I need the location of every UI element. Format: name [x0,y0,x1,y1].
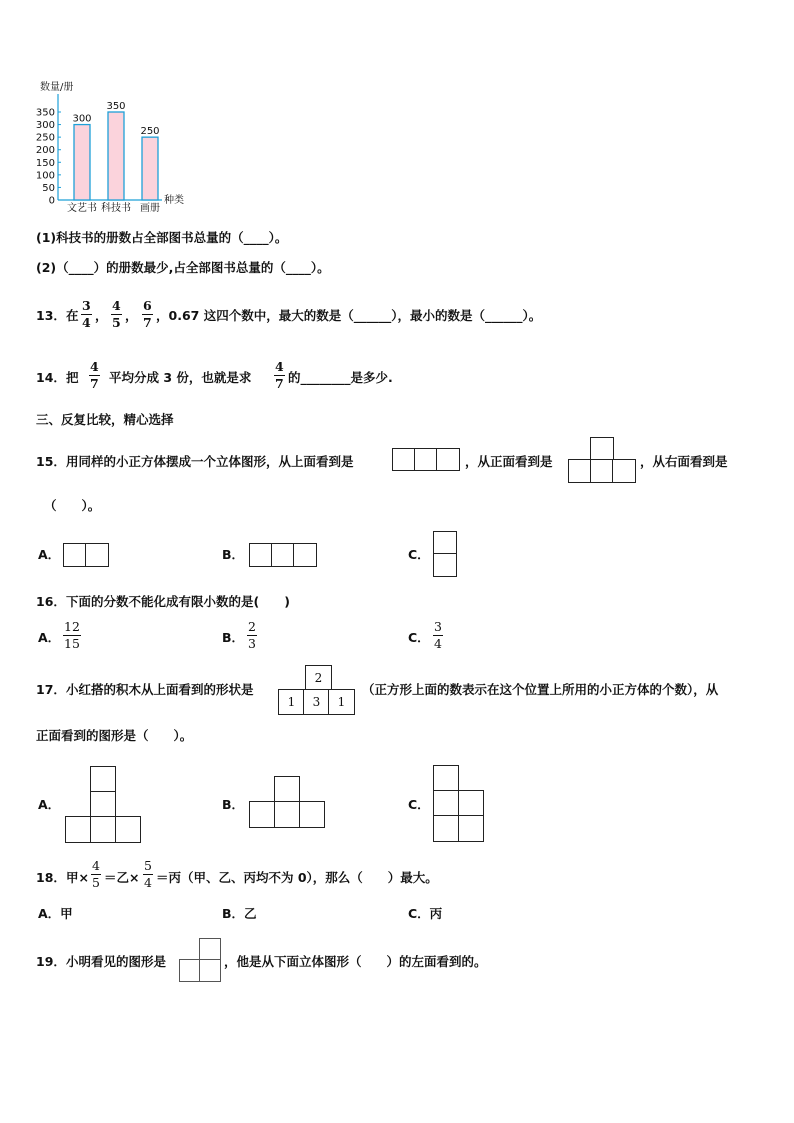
fraction-denominator: 4 [82,315,91,330]
q13-text: ，0.67 这四个数中，最大的数是（______），最小的数是（______）。 [156,308,542,323]
q17-option-c-label[interactable]: C． [408,797,430,812]
unit-square [90,791,116,818]
q15-option-c-label[interactable]: C． [408,547,430,562]
fraction-numerator: 4 [90,359,99,374]
q16-number: 16． [36,594,66,609]
unit-square [199,959,221,982]
unit-square [299,801,325,828]
q16-option-c-label[interactable]: C． [408,630,430,645]
unit-square [436,448,460,471]
q13-sep-2: ， [125,308,138,323]
fraction-denominator: 3 [248,636,256,651]
q19-seen-figure [179,938,221,982]
q17-option-b-label[interactable]: B． [222,797,245,812]
fraction-numerator: 4 [275,359,284,374]
x-axis-label: 种类 [164,195,184,206]
q14-pre: 把 [66,370,79,385]
q15-front-view [568,437,638,483]
q19-text-2: ，他是从下面立体图形（ ）的左面看到的。 [224,954,487,969]
unit-square [115,816,141,843]
fraction-numerator: 3 [434,619,442,634]
q14-fraction-a [89,360,100,391]
fraction-denominator: 7 [275,376,284,391]
q15-option-b-label[interactable]: B． [222,547,245,562]
q12-part1: (1)科技书的册数占全部图书总量的（____）。 [36,230,288,245]
q19-number: 19． [36,954,66,969]
unit-square [274,776,300,803]
grid-cell: 1 [278,689,305,715]
unit-square [85,543,109,567]
unit-square [90,766,116,793]
fraction-denominator: 5 [112,315,121,330]
q15-option-b-figure[interactable] [249,543,319,567]
fraction-denominator: 5 [92,875,100,890]
bar [74,125,90,200]
unit-square [433,531,457,555]
unit-square [433,553,457,577]
q15-option-a-figure[interactable] [63,543,111,567]
q18-part-c: ＝丙（甲、乙、丙均不为 0），那么（ ）最大。 [156,870,438,885]
fraction-denominator: 4 [144,875,152,890]
q14-mid: 平均分成 3 份，也就是求 [109,370,252,385]
y-axis-label: 数量/册 [40,82,74,93]
q15-option-c-figure[interactable] [433,531,457,577]
q18-part-b: ＝乙× [104,870,140,885]
q16-option-a-label[interactable]: A． [38,630,61,645]
q18-option-a[interactable]: A．甲 [38,906,73,921]
q13-number: 13． [36,308,66,323]
bar-data-label: 250 [140,126,160,138]
bar [142,137,158,200]
fraction-denominator: 7 [90,376,99,391]
unit-square [274,801,300,828]
y-tick-label: 300 [35,120,55,132]
q15-text-2: ，从正面看到是 [465,454,553,469]
q14-number: 14． [36,370,66,385]
unit-square [249,801,275,828]
unit-square [590,459,614,483]
q14-post: 的________是多少. [288,370,393,385]
y-tick-label: 200 [35,145,55,157]
fraction-numerator: 3 [82,298,91,313]
q17-top-view-grid [278,665,358,715]
y-tick-label: 250 [35,132,55,144]
q17-number: 17． [36,682,66,697]
unit-square [568,459,592,483]
unit-square [293,543,317,567]
q15-option-a-label[interactable]: A． [38,547,61,562]
section-heading: 三、反复比较，精心选择 [36,412,174,427]
unit-square [612,459,636,483]
fraction-numerator: 2 [248,619,256,634]
q13-fraction-2 [111,299,122,330]
fraction-numerator: 5 [144,858,152,873]
unit-square [590,437,614,461]
unit-square [433,790,459,817]
q19-text-1: 小明看见的图形是 [66,954,167,969]
bar [108,112,124,200]
unit-square [433,815,459,842]
unit-square [65,816,91,843]
q16-option-b-label[interactable]: B． [222,630,245,645]
x-category-label: 文艺书 [67,203,97,214]
q16-option-a-fraction[interactable] [63,620,81,651]
unit-square [90,816,116,843]
q15-answer-blank: （ ）。 [44,498,101,513]
unit-square [414,448,438,471]
bar-data-label: 300 [72,113,92,125]
q18-part-a: 甲× [66,870,89,885]
q17-option-a-figure[interactable] [65,766,141,843]
fraction-denominator: 4 [434,636,442,651]
q18-option-c[interactable]: C．丙 [408,906,443,921]
q16-option-b-fraction[interactable] [247,620,257,651]
grid-cell: 2 [305,665,332,691]
y-tick-label: 50 [42,182,55,194]
unit-square [199,938,221,961]
fraction-numerator: 6 [143,298,152,313]
unit-square [458,790,484,817]
y-tick-label: 0 [48,195,55,207]
q17-option-c-figure[interactable] [433,765,485,842]
x-category-label: 画册 [140,203,160,214]
unit-square [271,543,295,567]
q16-option-c-fraction[interactable] [433,620,443,651]
q13-fraction-3 [142,299,153,330]
q13-sep-1: ， [95,308,108,323]
grid-cell: 3 [303,689,330,715]
unit-square [179,959,201,982]
fraction-numerator: 12 [64,619,80,634]
unit-square [249,543,273,567]
q14-fraction-b [274,360,285,391]
unit-square [63,543,87,567]
q18-fraction-2 [143,859,153,890]
y-tick-label: 350 [35,107,55,119]
y-tick-label: 100 [35,170,55,182]
unit-square [433,765,459,792]
unit-square [392,448,416,471]
q17-option-b-figure[interactable] [249,776,325,828]
q15-number: 15． [36,454,66,469]
q18-option-b[interactable]: B．乙 [222,906,257,921]
q17-text-3: 正面看到的图形是（ ）。 [36,728,193,743]
y-tick-label: 150 [35,157,55,169]
q17-option-a-label[interactable]: A． [38,797,61,812]
fraction-numerator: 4 [112,298,121,313]
q15-top-view [392,448,462,471]
fraction-numerator: 4 [92,858,100,873]
q15-text-1: 用同样的小正方体摆成一个立体图形，从上面看到是 [66,454,354,469]
q13-pre: 在 [66,308,79,323]
fraction-denominator: 7 [143,315,152,330]
grid-cell: 1 [328,689,355,715]
q17-text-2: （正方形上面的数表示在这个位置上所用的小正方体的个数），从 [362,682,719,697]
q18-fraction-1 [91,859,101,890]
fraction-denominator: 15 [64,636,80,651]
q16-text: 下面的分数不能化成有限小数的是( ) [66,594,290,609]
q12-part2: (2)（____）的册数最少,占全部图书总量的（____）。 [36,260,330,275]
bar-chart [30,76,210,218]
bar-data-label: 350 [106,101,126,112]
q18-number: 18． [36,870,66,885]
x-category-label: 科技书 [101,203,131,214]
q17-text-1: 小红搭的积木从上面看到的形状是 [66,682,254,697]
q13-fraction-1 [81,299,92,330]
unit-square [458,815,484,842]
q15-text-3: ，从右面看到是 [640,454,728,469]
